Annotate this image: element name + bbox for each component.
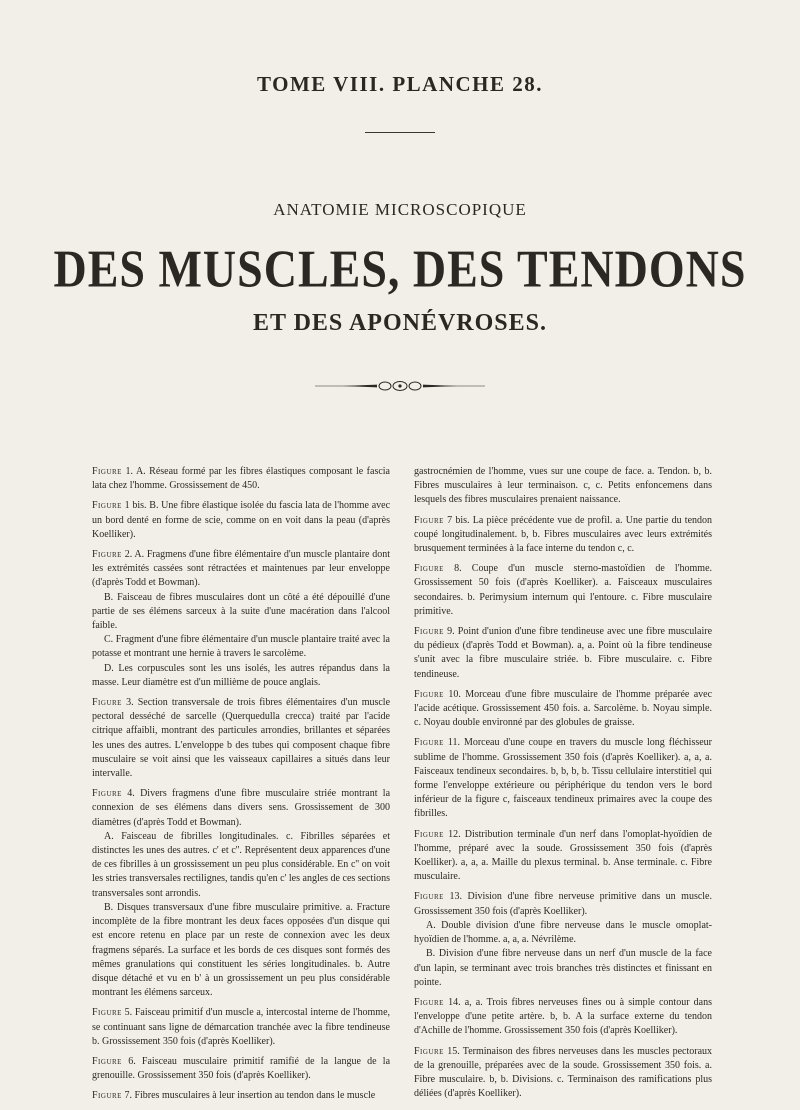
figure-number: 10. [448,688,461,700]
figure-number: 6. [128,1055,136,1067]
figure-label: Figure [414,514,444,526]
figure-description: Coupe d'un muscle sterno-mastoïdien de l'homme. Grossissement 50 fois (d'après Koelliker). a. Faisceaux musculaires secondaires. b. Perimysium internum qui l'entoure. c. Fibre musculaire primitive. [414,563,713,617]
figure-description: A. Faisceau de fibrilles longitudinales. c. Fibrilles séparées et distinctes les unes des autres. c' et c''. Représentent deux apparences d'une de ces fibrilles à un grossissement un peu plus considérable. En c'' on voit les stries transversales rectilignes, tandis qu'en c' les angles de ces sections transversales sont arrondis. [92,830,390,899]
figure-label: Figure [414,828,444,840]
legend-column-left [92,465,390,1110]
figure-description: D. Les corpuscules sont les uns isolés, les autres répandus dans la masse. Leur diamètre est d'un millième de pouce anglais. [92,662,390,688]
figure-label: Figure [92,466,122,477]
figure-description: Divers fragmens d'une fibre musculaire striée montrant la connexion de ses élémens dans divers sens. Grossissement de 300 diamètres (d'après Todd et Bowman). [92,788,391,828]
figure-description: A. Double division d'une fibre nerveuse dans le muscle omoplat-hyoïdien de l'homme. a, a, a. Névrilème. [414,919,712,946]
figure-legend-entry [414,688,712,731]
figure-legend-entry [414,996,712,1039]
figure-description: Terminaison des fibres nerveuses dans les muscles pectoraux de la grenouille, préparées avec de la soude. Grossissement 350 fois. a. Fibre musculaire. b, b. Divisions. c. Terminaison des ramifications plus déliées (d'après Koelliker). [414,1045,713,1100]
figure-label: Figure [92,1090,122,1102]
ornamental-divider [315,380,485,392]
figure-legend-entry [92,465,390,493]
figure-description: B. Faisceau de fibres musculaires dont un côté a été dépouillé d'une partie de ses élémens sarceux à la suite d'une macération dans l'alcool faible. [92,591,390,632]
figure-number: 4. [127,788,135,800]
figure-legend-entry [414,1045,712,1102]
plate-title: DES MUSCLES, DES TENDONS [53,239,747,298]
figure-number: 5. [124,1007,133,1019]
figure-description: Point d'union d'une fibre tendineuse avec une fibre musculaire du pédieux (d'après Todd et Bowman). a, a. Point où la fibre tendineuse s'unit avec la fibre musculaire striée. b. Fibre musculaire. c. Fibre tendineuse. [414,626,713,680]
figure-description: Morceau d'une fibre musculaire de l'homme préparée avec l'acide acétique. Grossissement 450 fois. a. Sarcolème. b. Noyau simple. c. Noyau double environné par des globules de graisse. [414,688,713,729]
figure-label: Figure [414,1045,444,1057]
figure-legend-entry [414,625,712,682]
figure-number: 7 bis. [447,514,470,526]
figure-label: Figure [414,891,444,903]
figure-legend-entry [92,499,390,542]
figure-label: Figure [92,1055,122,1067]
figure-legend-entry [414,890,712,989]
figure-number: 12. [448,828,461,840]
figure-label: Figure [414,996,444,1008]
figure-number: 15. [447,1045,460,1057]
figure-number: 11. [447,737,461,749]
figure-legend-entry [414,562,712,619]
figure-number: 9. [447,626,455,638]
figure-number: 14. [448,996,461,1008]
figure-label: Figure [414,688,444,700]
figure-legend-entry [92,1089,390,1103]
figure-description: A. Réseau formé par les fibres élastiques composant le fascia lata chez l'homme. Grossissement de 450. [92,466,390,492]
plate-subtitle: ANATOMIE MICROSCOPIQUE [273,200,527,219]
figure-legend-entry [414,828,712,885]
figure-description: B. Une fibre élastique isolée du fascia lata de l'homme avec un bord denté en forme de scie, comme on en voit dans la peau (d'après Koelliker). [92,500,391,540]
figure-label: Figure [414,563,444,575]
figure-description: Morceau d'une coupe en travers du muscle long fléchisseur sublime de l'homme. Grossissement 350 fois (d'après Koelliker). a, a, a. Faisceaux tendineux secondaires. b, b, b, b. Tissu cellulaire interstitiel qui forme l'enveloppe extérieure ou périphérique du tendon vers le bord inférieur de la figure c, faisceaux tendineux primaires avec la coupe des fibrilles. [414,737,713,820]
figure-description: Division d'une fibre nerveuse primitive dans un muscle. Grossissement 350 fois (d'après Koelliker). [414,891,712,917]
figure-description: La pièce précédente vue de profil. a. Une partie du tendon coupé longitudinalement. b, b. Fibres musculaires avec leurs extrémités brusquement terminées à la face interne du tendon c, c. [414,514,713,555]
figure-description: C. Fragment d'une fibre élémentaire d'un muscle plantaire traité avec la potasse et montrant une hernie à travers le sarcolème. [92,634,390,660]
figure-description: gastrocnémien de l'homme, vues sur une coupe de face. a. Tendon. b, b. Fibres musculaires à leur terminaison. c, c. Petits enfoncemens dans lesquels des fibres musculaires prenaient naissance. [414,466,712,506]
figure-legend-entry [414,736,712,821]
figure-number: 7. [124,1090,132,1102]
figure-number: 13. [449,891,462,903]
figure-number: 2. [124,549,133,561]
figure-description: Section transversale de trois fibres élémentaires d'un muscle pectoral desséché de sarcelle (Querquedulla crecca) traité par l'acide citrique affaibli, montrant des particules arrondies, brillantes et séparées les unes des autres. L'enveloppe b des tubes qui composent chaque fibre musculaire se voit ainsi que les vaisseaux capillaires a situés dans leur intervalle. [92,697,391,780]
figure-number: 3. [126,697,134,709]
figure-description: Faisceau primitif d'un muscle a, intercostal interne de l'homme, se continuant sans ligne de démarcation tranchée avec la fibre tendineuse b. Grossissement 350 fois (d'après Koelliker). [92,1007,391,1047]
figure-label: Figure [92,1007,122,1019]
figure-number: 8. [454,563,462,575]
figure-label: Figure [414,737,444,749]
figure-label: Figure [92,788,122,800]
figure-label: Figure [414,626,444,638]
plate-title-secondary: ET DES APONÉVROSES. [253,310,547,336]
legend-column-right [414,465,712,1107]
figure-legend-entry [414,514,712,557]
figure-description: Distribution terminale d'un nerf dans l'omoplat-hyoïdien de l'homme, préparé avec la soude. Grossissement 350 fois (d'après Koelliker). a, a, a. Maille du plexus terminal. b. Anse terminale. c. Fibre musculaire. [414,828,712,883]
figure-description: a, a. Trois fibres nerveuses fines ou à simple contour dans l'enveloppe d'une petite artère. b, b. A la surface externe du tendon d'Achille de l'homme. Grossissement 350 fois (d'après Koelliker). [414,996,712,1037]
figure-legend-entry [92,696,390,781]
figure-description: B. Division d'une fibre nerveuse dans un nerf d'un muscle de la face d'un lapin, se terminant avec trois branches très distinctes et finissant en pointe. [414,948,712,988]
figure-label: Figure [92,549,122,561]
figure-description: Fibres musculaires à leur insertion au tendon dans le muscle [134,1090,376,1102]
figure-number: 1. [125,466,133,477]
figure-legend-entry [92,548,390,690]
figure-legend-entry [92,1055,390,1083]
figure-legend-entry [414,465,712,508]
figure-label: Figure [92,697,122,709]
figure-legend-entry [92,787,390,1000]
tome-heading: TOME VIII. PLANCHE 28. [256,72,543,96]
figure-description: B. Disques transversaux d'une fibre musculaire primitive. a. Fracture incomplète de la fibre montrant les deux faces opposées d'un disque qui est encore retenu en place par un reste de connexion avec les deux fragmens séparés. La surface et les bords de ces disques sont formés des mêmes granulations qui constituent les séries longitudinales. b. Autre disque détaché et vu en b' à un grossissement un peu plus considérable montrant les élémens sarceux. [92,901,390,999]
figure-number: 1 bis. [124,500,147,512]
figure-legend-entry [92,1006,390,1049]
figure-description: A. Fragmens d'une fibre élémentaire d'un muscle plantaire dont les extrémités cassées sont rétractées et maintenues par leur enveloppe (d'après Todd et Bowman). [92,549,390,589]
figure-description: Faisceau musculaire primitif ramifié de la langue de la grenouille. Grossissement 350 fois (d'après Koelliker). [92,1055,391,1082]
figure-label: Figure [92,500,122,512]
short-rule-divider [365,132,435,133]
